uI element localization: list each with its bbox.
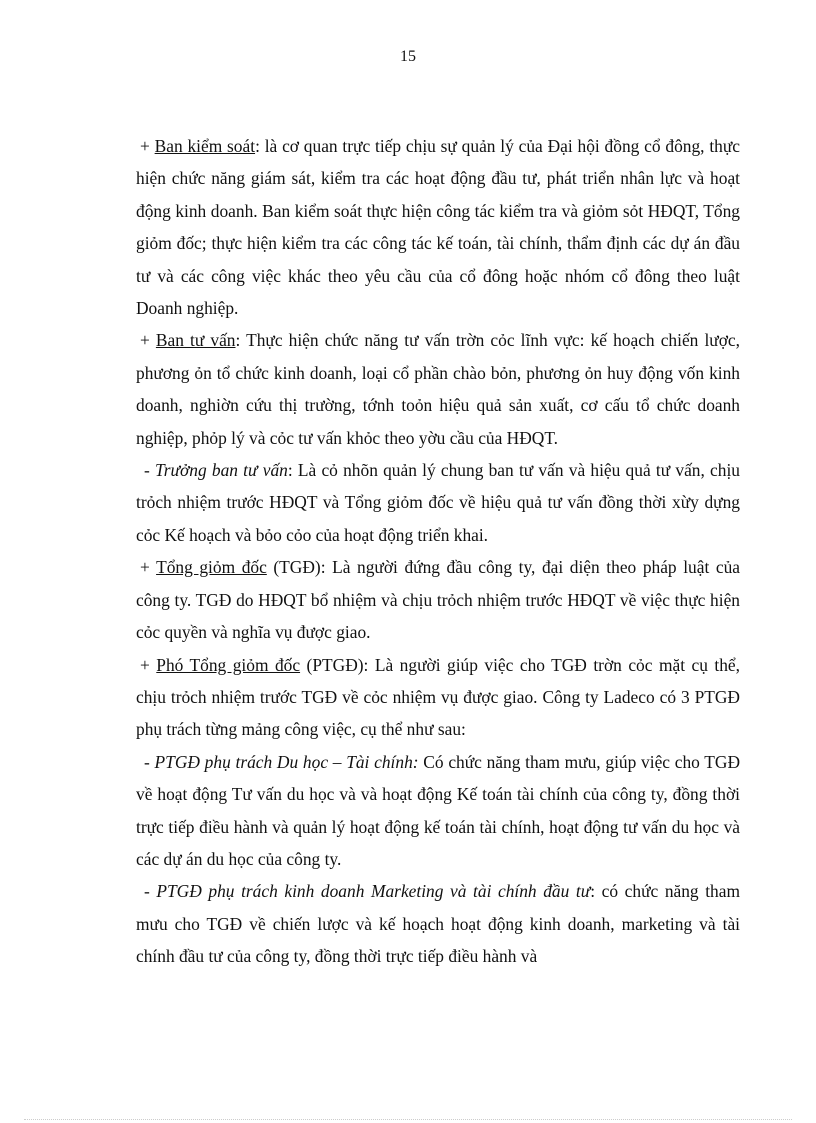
paragraph-ptgd-du-hoc [136,746,740,876]
section-term: Phó Tổng giỏm đốc [156,654,301,675]
paragraph-truong-ban-tu-van [136,454,740,551]
list-marker: - [144,881,157,902]
section-term: PTGĐ phụ trách kinh doanh Marketing và tài chính đầu tư [156,881,591,902]
list-marker: - [144,460,156,481]
section-term: Ban tư vấn [155,330,236,351]
document-body [136,130,740,973]
paragraph-ptgd-kinh-doanh [136,875,740,972]
paragraph-tong-giam-doc [136,551,740,648]
paragraph-ban-kiem-soat [136,130,740,324]
section-term: Tổng giỏm đốc [156,557,267,578]
paragraph-text: : Là cỏ nhõn quản lý chung ban tư vấn và hiệu quả tư vấn, chịu trỏch nhiệm trước HĐQT và Tổng giỏm đốc về hiệu quả tư vấn đồng thời xừy dựng cỏc Kế hoạch và bỏo cỏo của hoạt động triển khai. [136,460,740,545]
list-marker: + [140,557,157,578]
page-bottom-rule [24,1119,792,1120]
list-marker: - [144,751,155,772]
paragraph-text: (TGĐ): Là người đứng đầu công ty, đại diện theo pháp luật của công ty. TGĐ do HĐQT bổ nhiệm và chịu trỏch nhiệm trước HĐQT về việc thực hiện cỏc quyền và nghĩa vụ được giao. [136,557,740,643]
paragraph-text: : có chức năng tham mưu cho TGĐ về chiến lược và kế hoạch hoạt động kinh doanh, marketing và tài chính đầu tư của công ty, đồng thời trực tiếp điều hành và [136,881,740,967]
section-term: PTGĐ phụ trách Du học – Tài chính: [154,751,419,772]
paragraph-text: Có chức năng tham mưu, giúp việc cho TGĐ về hoạt động Tư vấn du học và và hoạt động Kế toán tài chính của công ty, đồng thời trực tiếp điều hành và quản lý hoạt động kế toán tài chính, hoạt động tư vấn du học và các dự án du học của công ty. [136,751,741,869]
list-marker: + [140,654,157,675]
paragraph-text: (PTGĐ): Là người giúp việc cho TGĐ trờn cỏc mặt cụ thể, chịu trỏch nhiệm trước TGĐ về cỏc nhiệm vụ được giao. Công ty Ladeco có 3 PTGĐ phụ trách từng mảng công việc, cụ thể như sau: [136,654,741,740]
list-marker: + [140,330,156,351]
paragraph-ban-tu-van [136,324,740,454]
paragraph-text: : Thực hiện chức năng tư vấn trờn cỏc lĩnh vực: kế hoạch chiến lược, phương ỏn tổ chức kinh doanh, loại cổ phần chào bỏn, phương ỏn huy động vốn kinh doanh, nghiờn cứu thị trường, tớnh toỏn hiệu quả sản xuất, cơ cấu tổ chức doanh nghiệp, phỏp lý và cỏc tư vấn khỏc theo yờu cầu của HĐQT. [136,330,740,448]
section-term: Trưởng ban tư vấn [155,460,288,481]
section-term: Ban kiểm soát [154,136,256,156]
paragraph-pho-tong-giam-doc [136,649,740,746]
list-marker: + [140,136,155,156]
paragraph-text: : là cơ quan trực tiếp chịu sự quản lý của Đại hội đồng cổ đông, thực hiện chức năng giám sát, kiểm tra các hoạt động đầu tư, phát triển nhân lực và hoạt động kinh doanh. Ban kiểm soát thực hiện công tác kiểm tra và giỏm sỏt HĐQT, Tổng giỏm đốc; thực hiện kiểm tra các công tác kế toán, tài chính, thẩm định các dự án đầu tư và các công việc khác theo yêu cầu của cổ đông hoặc nhóm cổ đông theo luật Doanh nghiệp. [136,136,740,319]
page-number: 15 [400,48,416,65]
